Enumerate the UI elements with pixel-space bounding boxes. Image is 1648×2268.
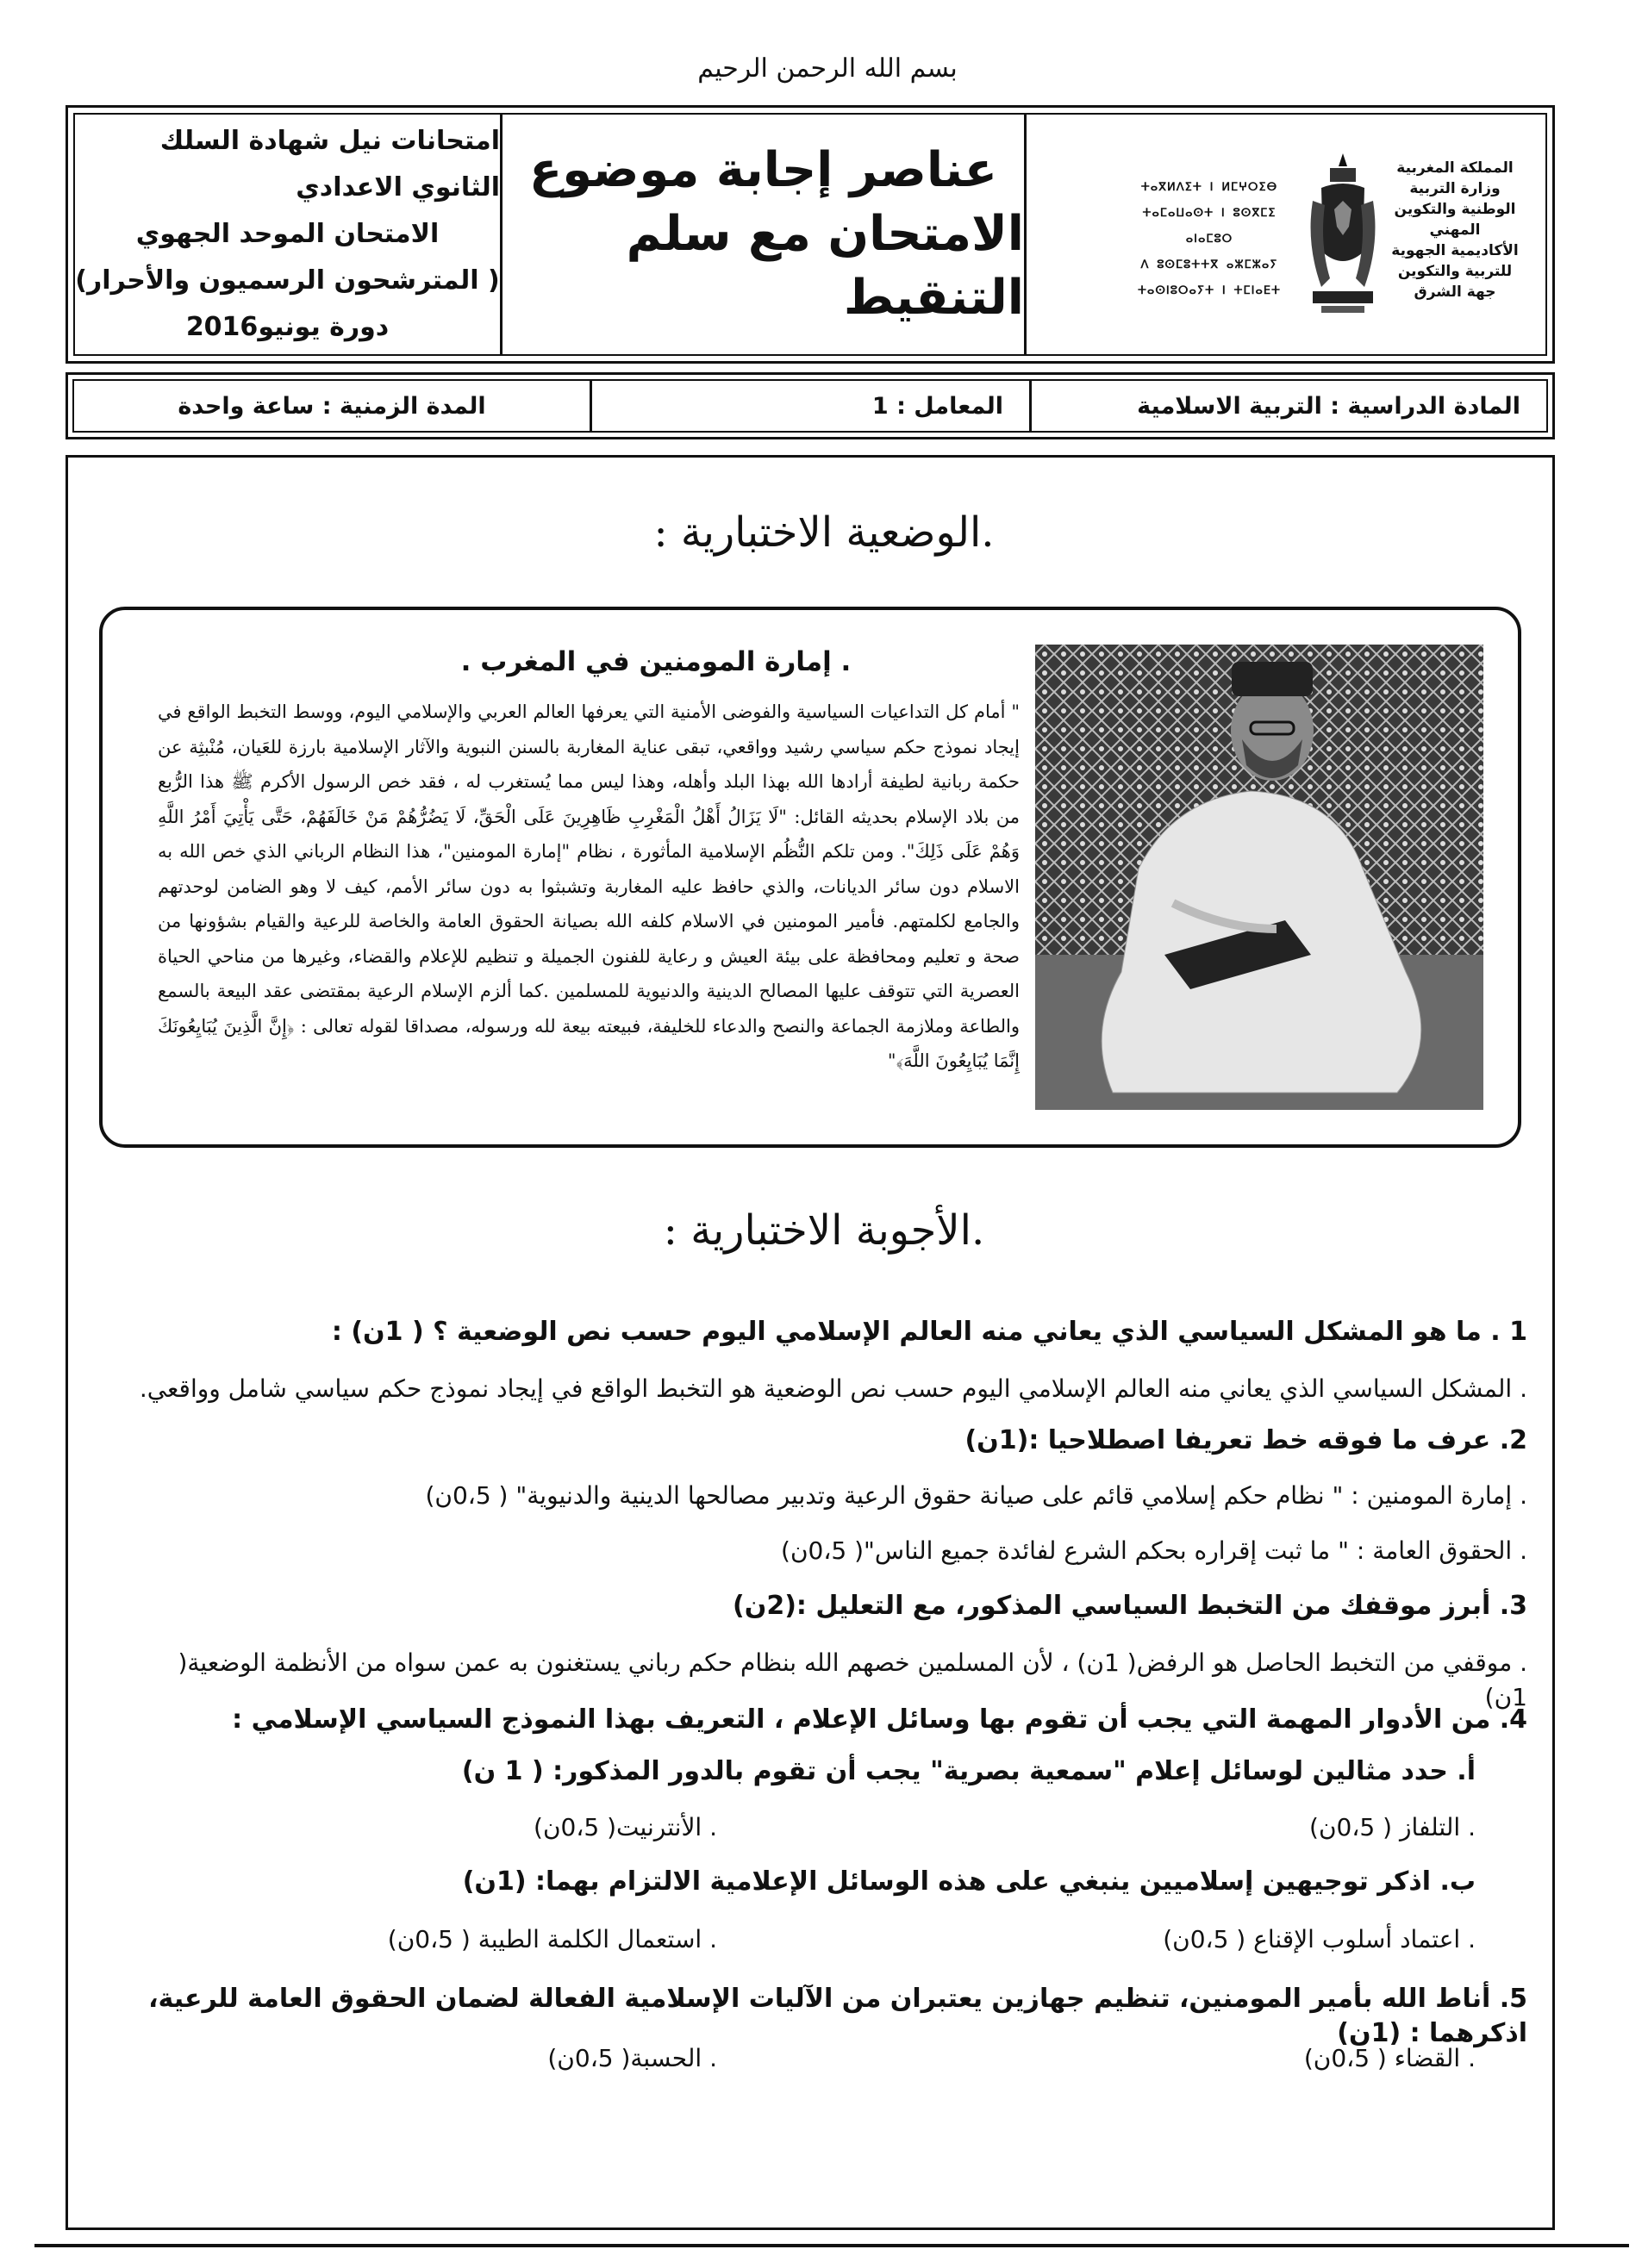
question-4: 4. من الأدوار المهمة التي يجب أن تقوم بها وسائل الإعلام ، التعريف بهذا النموذج السياسي الإسلامي :: [232, 1704, 1527, 1735]
subject-row: [66, 372, 1555, 439]
answer-4a-2: . الأنترنيت( 0،5ن): [534, 1813, 717, 1841]
answer-4a-1: . التلفاز ( 0،5ن): [1309, 1813, 1476, 1841]
situation-heading: .الوضعية الاختبارية :: [653, 508, 995, 557]
moroccan-emblem-icon: [1304, 149, 1382, 321]
answer-2a: . إمارة المومنين : " نظام حكم إسلامي قائم على صيانة حقوق الرعية وتدبير مصالحها الدينية والدنيوية" ( 0،5ن): [425, 1481, 1527, 1510]
exam-type: الامتحان الموحد الجهوي: [135, 219, 440, 249]
exam-candidates: ( المترشحون الرسميون والأحرار): [75, 265, 500, 296]
page-bottom-rule: [34, 2244, 1629, 2247]
answer-4b-1: . اعتماد أسلوب الإقناع ( 0،5ن): [1163, 1925, 1476, 1953]
answer-5-2: . الحسبة( 0،5ن): [547, 2044, 717, 2072]
answer-5-1: . القضاء ( 0،5ن): [1303, 2044, 1476, 2072]
question-3: 3. أبرز موقفك من التخبط السياسي المذكور، مع التعليل :(2ن): [733, 1591, 1527, 1621]
question-4a: أ. حدد مثالين لوسائل إعلام "سمعية بصرية" يجب أن تقوم بالدور المذكور: ( 1 ن): [461, 1756, 1476, 1786]
situation-box: [99, 607, 1521, 1148]
passage-title: . إمارة المومنين في المغرب .: [460, 646, 852, 677]
question-1: 1 . ما هو المشكل السياسي الذي يعاني منه العالم الإسلامي اليوم حسب نص الوضعية ؟ ( 1ن) :: [331, 1317, 1527, 1347]
answer-3: . موقفي من التخبط الحاصل هو الرفض( 1ن) ، لأن المسلمين خصهم الله بنظام حكم رباني يستغنون به عمن سواه من الأنظمة الوضعية( 1ن): [178, 1648, 1527, 1711]
subject-field: المادة الدراسية : التربية الاسلامية: [1029, 381, 1546, 431]
answer-4b-2: . استعمال الكلمة الطيبة ( 0،5ن): [387, 1925, 717, 1953]
coefficient-field: المعامل : 1: [590, 381, 1029, 431]
exam-header: [66, 105, 1555, 364]
answers-heading: .الأجوبة الاختبارية :: [663, 1206, 985, 1255]
exam-info: [75, 115, 500, 354]
ministry-name-tifinagh: ⵜⴰⴳⵍⴷⵉⵜ ⵏ ⵍⵎⵖⵔⵉⴱ ⵜⴰⵎⴰⵡⴰⵙⵜ ⵏ ⵓⵙⴳⵎⵉ ⴰⵏⴰⵎⵓⵔ ⴷ ⵓⵙⵎⵓⵜⵜⴳ ⴰⵣⵎⵣⴰⵢ ⵜⴰⵙⵏⵓⵔⴰⵢⵜ ⵏ ⵜⵎⵏⴰⴹⵜ: [1137, 181, 1282, 297]
question-5: 5. أناط الله بأمير المومنين، تنظيم جهازين يعتبران من الآليات الإسلامية الفعالة لضمان الحقوق العامة للرعية، اذكرهما : (1ن): [148, 1984, 1527, 2048]
duration-field: المدة الزمنية : ساعة واحدة: [178, 392, 486, 420]
question-4b: ب. اذكر توجيهين إسلاميين ينبغي على هذه الوسائل الإعلامية الالتزام بهما: (1ن): [462, 1866, 1476, 1897]
king-photo: [1035, 645, 1483, 1110]
answer-1: . المشكل السياسي الذي يعاني منه العالم الإسلامي اليوم حسب نص الوضعية هو التخبط الواقع في إيجاد نموذج حكم سياسي شامل وواقعي.: [139, 1374, 1527, 1403]
ministry-logo-block: [1024, 115, 1545, 354]
question-2: 2. عرف ما فوقه خط تعريفا اصطلاحيا :(1ن): [964, 1425, 1527, 1455]
ministry-name-arabic: المملكة المغربية وزارة التربية الوطنية والتكوين المهني الأكاديمية الجهوية للتربية والتكوين جهة الشرق: [1391, 159, 1519, 301]
document-title: عناصر إجابة موضوع الامتحان مع سلم التنقيط: [500, 115, 1024, 354]
passage-text: " أمام كل التداعيات السياسية والفوضى الأمنية التي يعرفها العالم العربي والإسلامي اليوم، ووسط التخبط الواقع في إيجاد نموذج حكم سياسي رشيد وواقعي، تبقى عناية المغاربة بالسنن النبوية والآثار الإسلامية بارزة للعَيان، مُنْبثِة عن حكمة ربانية لطيفة أرادها الله بهذا البلد وأهله، وهذا ليس مما يُستغرب له ، فقد خص الرسول الأكرم ﷺ هذا الرُّبع من بلاد الإسلام بحديثه القائل: "لَا يَزَالُ أَهْلُ الْمَغْرِبِ ظَاهِرِينَ عَلَى الْحَقِّ، لَا يَضُرُّهُمْ مَنْ خَالَفَهُمْ، حَتَّى يَأْتِيَ أَمْرُ اللَّهِ وَهُمْ عَلَى ذَلِكَ". ومن تلكم النُّظُم الإسلامية المأثورة ، نظام "إمارة المومنين"، هذا النظام الرباني الذي خص الله به الاسلام دون سائر الديانات، والذي حافظ عليه المغاربة وتشبثوا به دون سائر الأمم، كيف لا وهو الضامن لوحدتهم والجامع لكلمتهم. فأمير المومنين في الاسلام كلفه الله بصيانة الحقوق العامة والخاصة للرعية والقيام بشؤونها من صحة و تعليم ومحافظة على بيئة العيش و رعاية للفنون الجميلة و تنظيم للإعلام والقضاء، وغيرها من مناحي الحياة العصرية التي تتوقف عليها المصالح الدينية والدنيوية للمسلمين .كما ألزم الإسلام الرعية بمقتضى عقد البيعة بالسمع والطاعة وملازمة الجماعة والنصح والدعاء للخليفة، فبيعته بيعة لله ورسوله، مصداقا لقوله تعالى : ﴿إِنَّ الَّذِينَ يُبَايِعُونَكَ إِنَّمَا يُبَايِعُونَ اللَّهَ﴾": [158, 701, 1020, 1071]
answer-2b: . الحقوق العامة : " ما ثبت إقراره بحكم الشرع لفائدة جميع الناس"( 0،5ن): [781, 1536, 1527, 1565]
exam-session: دورة يونيو2016: [185, 312, 390, 342]
exam-name: امتحانات نيل شهادة السلك الثانوي الاعدادي: [159, 126, 500, 202]
basmala: بسم الله الرحمن الرحيم: [697, 53, 958, 84]
